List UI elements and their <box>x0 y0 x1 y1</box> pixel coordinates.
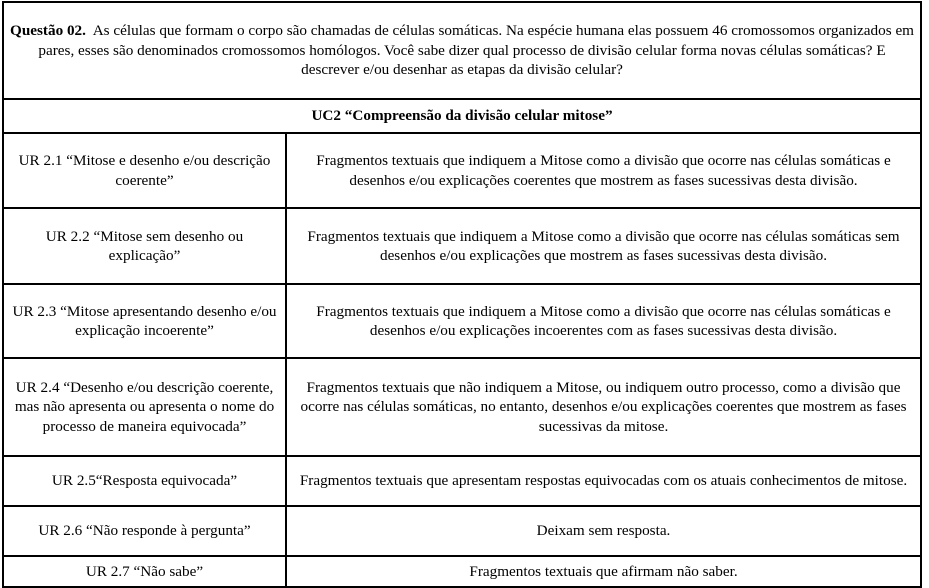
table-row <box>3 358 921 456</box>
rubric-code: UR 2.5“Resposta equivocada” <box>3 456 286 506</box>
rubric-description: Fragmentos textuais que não indiquem a Mitose, ou indiquem outro processo, como a divisão que ocorre nas células somáticas, no entanto, desenhos e/ou explicações coerentes que mostrem as fases sucessivas da mitose. <box>286 358 921 456</box>
rubric-table-body <box>3 2 921 587</box>
rubric-code: UR 2.1 “Mitose e desenho e/ou descrição coerente” <box>3 133 286 208</box>
table-row <box>3 133 921 208</box>
table-row <box>3 556 921 587</box>
question-text: As células que formam o corpo são chamadas de células somáticas. Na espécie humana elas possuem 46 cromossomos organizados em pares, esses são denominados cromossomos homólogos. Você sabe dizer qual processo de divisão celular forma novas células somáticas? E descrever e/ou desenhar as etapas da divisão celular? <box>38 22 914 79</box>
rubric-description: Fragmentos textuais que afirmam não saber. <box>286 556 921 587</box>
rubric-code: UR 2.7 “Não sabe” <box>3 556 286 587</box>
table-row <box>3 456 921 506</box>
rubric-description: Fragmentos textuais que apresentam respostas equivocadas com os atuais conhecimentos de mitose. <box>286 456 921 506</box>
rubric-description: Fragmentos textuais que indiquem a Mitose como a divisão que ocorre nas células somáticas e desenhos e/ou explicações incoerentes com as fases sucessivas desta divisão. <box>286 284 921 358</box>
rubric-description: Deixam sem resposta. <box>286 506 921 556</box>
rubric-code: UR 2.6 “Não responde à pergunta” <box>3 506 286 556</box>
table-row <box>3 284 921 358</box>
rubric-description: Fragmentos textuais que indiquem a Mitose como a divisão que ocorre nas células somáticas sem desenhos e/ou explicações que mostrem as fases sucessivas desta divisão. <box>286 208 921 284</box>
rubric-code: UR 2.3 “Mitose apresentando desenho e/ou explicação incoerente” <box>3 284 286 358</box>
rubric-code: UR 2.2 “Mitose sem desenho ou explicação” <box>3 208 286 284</box>
question-row <box>3 2 921 99</box>
question-cell <box>3 2 921 99</box>
rubric-description: Fragmentos textuais que indiquem a Mitose como a divisão que ocorre nas células somáticas e desenhos e/ou explicações coerentes que mostrem as fases sucessivas desta divisão. <box>286 133 921 208</box>
table-row <box>3 506 921 556</box>
rubric-code: UR 2.4 “Desenho e/ou descrição coerente, mas não apresenta ou apresenta o nome do processo de maneira equivocada” <box>3 358 286 456</box>
unit-header-cell: UC2 “Compreensão da divisão celular mitose” <box>3 99 921 133</box>
table-row <box>3 208 921 284</box>
rubric-table <box>2 1 922 588</box>
question-label: Questão 02. <box>10 22 86 40</box>
unit-header-row <box>3 99 921 133</box>
